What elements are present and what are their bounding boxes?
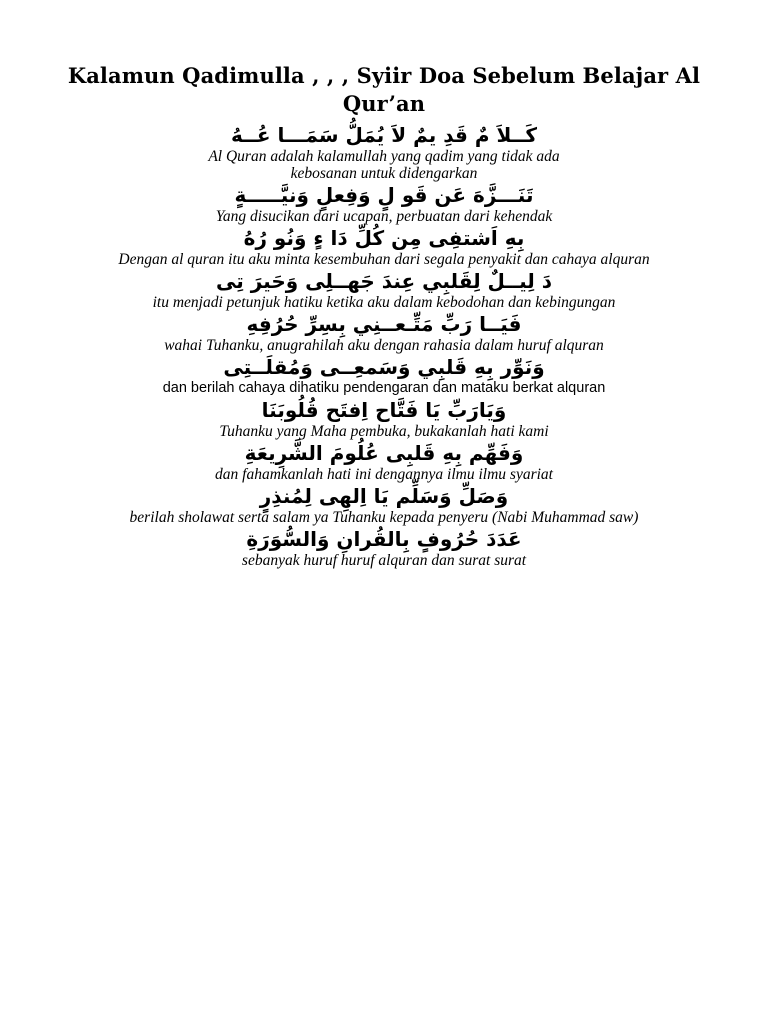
arabic-verse-3: بِهِ اَشتفِى مِن كُلِّ دَا ءٍ وَنُو رُهُ xyxy=(243,226,525,250)
translation-5: wahai Tuhanku, anugrahilah aku dengan rahasia dalam huruf alquran xyxy=(164,337,604,354)
translation-2: Yang disucikan dari ucapan, perbuatan dari kehendak xyxy=(215,208,553,225)
arabic-verse-10: عَدَدَ حُرُوفٍ بِالقُرانِ وَالسُّوَرَةِ xyxy=(246,527,522,551)
stanza-7 xyxy=(40,397,728,440)
translation-8: dan fahamkanlah hati ini dengannya ilmu ilmu syariat xyxy=(215,466,553,483)
stanza-10 xyxy=(40,526,728,569)
arabic-verse-9: وَصَلِّ وَسَلِّم يَا اِلهِى لِمُنذِرٍ xyxy=(259,484,509,508)
translation-9: berilah sholawat serta salam ya Tuhanku kepada penyeru (Nabi Muhammad saw) xyxy=(129,509,639,526)
arabic-verse-2: تَنَـــزَّهَ عَن قَو لٍ وَفِعلٍ وَنيَّـــــةٍ xyxy=(234,183,534,207)
translation-6: dan berilah cahaya dihatiku pendengaran dan mataku berkat alquran xyxy=(162,380,606,396)
translation-1: Al Quran adalah kalamullah yang qadim yang tidak ada kebosanan untuk didengarkan xyxy=(208,148,560,182)
arabic-verse-1: كَــلاَ مٌ قَدِ يمٌ لاَ يُمَلُّ سَمَـــا عُــهُ xyxy=(231,123,537,147)
arabic-verse-7: وَيَارَبِّ يَا فَتَّاح اِفتَح قُلُوبَنَا xyxy=(261,398,507,422)
translation-3: Dengan al quran itu aku minta kesembuhan dari segala penyakit dan cahaya alquran xyxy=(118,251,650,268)
arabic-verse-6: وَنَوِّر بِهِ قَلبِي وَسَمعِــى وَمُقلَــتِى xyxy=(223,355,545,379)
stanza-6 xyxy=(40,354,728,397)
stanza-9 xyxy=(40,483,728,526)
stanza-8 xyxy=(40,440,728,483)
page-title: Kalamun Qadimulla , , , Syiir Doa Sebelum Belajar Al Qur’an xyxy=(67,63,701,116)
poem-body xyxy=(40,122,728,569)
translation-4: itu menjadi petunjuk hatiku ketika aku dalam kebodohan dan kebingungan xyxy=(152,294,616,311)
translation-10: sebanyak huruf huruf alquran dan surat surat xyxy=(241,552,527,569)
arabic-verse-4: دَ لِيــلٌ لِقَلبِي عِندَ جَهــلِى وَحَيرَ تِى xyxy=(216,269,552,293)
arabic-verse-8: وَفَهِّم بِهِ قَلبِى عُلُومَ الشَّرِيعَةِ xyxy=(244,441,524,465)
stanza-3 xyxy=(40,225,728,268)
stanza-1 xyxy=(40,122,728,182)
translation-7: Tuhanku yang Maha pembuka, bukakanlah hati kami xyxy=(219,423,549,440)
stanza-4 xyxy=(40,268,728,311)
stanza-2 xyxy=(40,182,728,225)
stanza-5 xyxy=(40,311,728,354)
arabic-verse-5: فَيَــا رَبِّ مَتِّـعــنِي بِسِرِّ حُرُفِهِ xyxy=(246,312,522,336)
